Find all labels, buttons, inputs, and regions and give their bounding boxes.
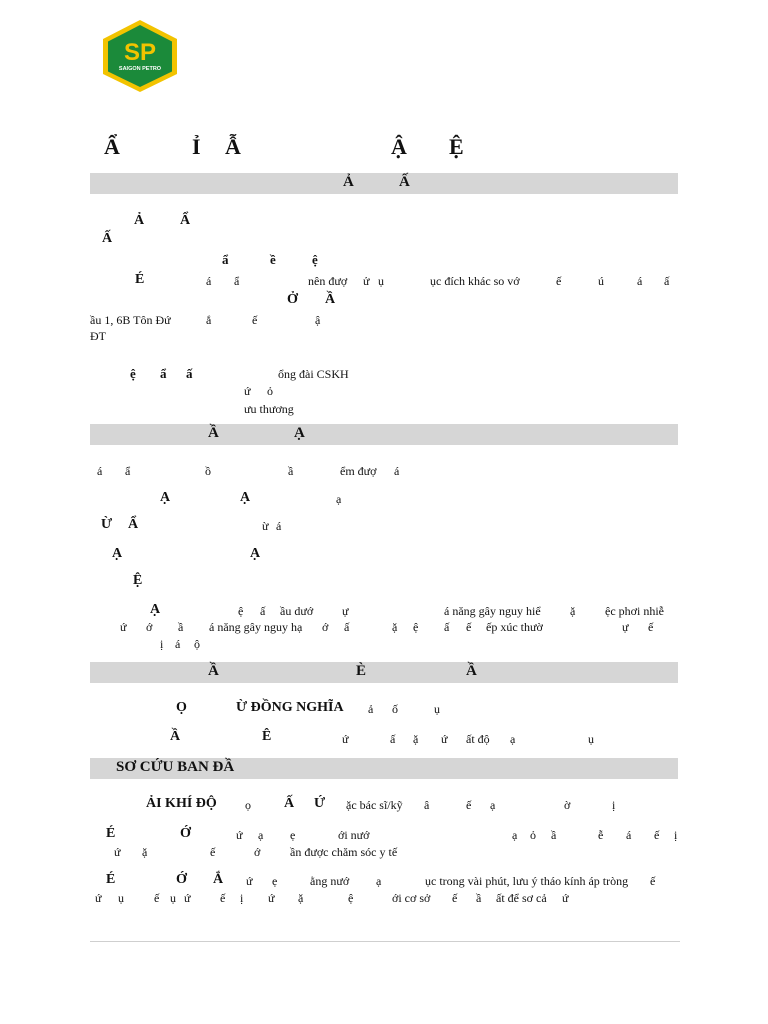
- doc-title-part-1: Ẩ: [104, 134, 120, 159]
- s2-l1-e: ểm đượ: [340, 464, 377, 478]
- s4-l2-c: ứ: [236, 828, 243, 842]
- s1-l8-c: ấ: [186, 366, 193, 381]
- s4-l2-j: ễ: [598, 828, 604, 842]
- s4-l5-h: ứ: [268, 891, 275, 905]
- s2-l8-c: ộ: [194, 637, 200, 651]
- s2-l1-a: á: [97, 464, 103, 478]
- s1-l7: ĐT: [90, 329, 106, 343]
- s2-l4-a: Ạ: [112, 546, 123, 561]
- s2-l7-k: ếp xúc thườ: [486, 620, 543, 634]
- s4-l2-h: ỏ: [530, 828, 536, 842]
- section-4-heading: SƠ CỨU BAN ĐẦ: [90, 758, 678, 779]
- s2-l1-f: á: [394, 464, 400, 478]
- s4-l1-a: ẢI KHÍ ĐỘ: [146, 796, 217, 811]
- s2-l7-a: ứ: [120, 620, 127, 634]
- company-logo: [100, 18, 180, 94]
- s4-l1-f: â: [424, 798, 430, 812]
- s4-l4-e: ẹ: [272, 874, 278, 888]
- s2-l5: Ệ: [133, 573, 143, 588]
- s4-l1-h: ạ: [490, 798, 496, 812]
- s1-l8-d: ổng đài CSKH: [278, 367, 349, 381]
- s2-l2-a: Ạ: [160, 490, 171, 505]
- s4-l1-c: Ấ: [284, 796, 295, 811]
- s2-l7-i: ấ: [444, 620, 450, 634]
- s1-l5-b: Ầ: [325, 292, 336, 307]
- section-2-heading: Ầ Ạ: [90, 424, 678, 445]
- s1-l9-a: ứ: [244, 384, 251, 398]
- s1-l4-g: ục đích khác so vớ: [430, 274, 520, 288]
- s3-l2-f: ứ: [441, 732, 448, 746]
- s4-l1-e: ặc bác sĩ/kỹ: [346, 798, 403, 812]
- s1-l4-f: ụ: [378, 274, 384, 288]
- s1-l3-b: ề: [270, 252, 276, 267]
- s1-l8-a: ệ: [130, 366, 136, 381]
- doc-title-part-2: Ỉ: [192, 134, 201, 159]
- logo-text: SP: [123, 39, 157, 66]
- s2-l7-b: ớ: [146, 620, 153, 634]
- s2-l6-h: ệc phơi nhiễ: [605, 604, 664, 618]
- s2-l7-h: ệ: [413, 620, 419, 634]
- s2-l8-a: ị: [160, 637, 164, 651]
- s2-l6-d: ầu dướ: [280, 604, 314, 618]
- s4-l2-i: ầ: [551, 828, 557, 842]
- s3-l1-b: Ừ ĐỒNG NGHĨA: [236, 700, 344, 715]
- s4-l5-c: ế: [154, 891, 160, 905]
- s2-l1-c: ồ: [205, 464, 211, 478]
- bottom-divider: [90, 941, 680, 942]
- s1-l8-b: ẩ: [160, 366, 167, 381]
- s2-l6-f: á năng gây nguy hiể: [444, 604, 541, 618]
- s1-l4-a: É: [135, 272, 145, 287]
- s2-l7-j: ế: [466, 620, 472, 634]
- s1-l9-b: ỏ: [267, 384, 273, 398]
- s1-l4-d: nên đượ: [308, 274, 348, 288]
- s4-l2-b: Ớ: [180, 826, 191, 841]
- s2-l4-b: Ạ: [250, 546, 261, 561]
- s4-l5-l: ế: [452, 891, 458, 905]
- s1-l5-a: Ở: [287, 292, 298, 307]
- s1-l10: ưu thương: [244, 402, 294, 416]
- s4-l5-f: ế: [220, 891, 226, 905]
- s4-l5-i: ặ: [298, 891, 304, 905]
- s4-l1-g: ế: [466, 798, 472, 812]
- s1-l4-k: ấ: [664, 274, 670, 288]
- s4-l3-c: ế: [210, 845, 216, 859]
- s2-l3-c: ừ: [262, 519, 269, 533]
- s2-l7-c: ầ: [178, 620, 184, 634]
- s2-l3-d: á: [276, 519, 282, 533]
- s2-l7-d: á năng gây nguy hạ: [209, 620, 303, 634]
- s2-l1-b: ẩ: [125, 464, 131, 478]
- s3-l1-a: Ọ: [176, 700, 187, 715]
- doc-title-part-3: Ẫ: [225, 134, 241, 159]
- hexagon-logo-icon: [100, 18, 180, 94]
- s3-l2-h: ạ: [510, 732, 516, 746]
- s1-l4-c: ẩ: [234, 274, 240, 288]
- section-1-heading: Ả Ấ: [90, 173, 678, 194]
- s4-l5-b: ụ: [118, 891, 124, 905]
- s1-l6-b: ắ: [206, 313, 212, 327]
- s3-l1-d: ố: [392, 702, 398, 716]
- s4-l2-g: ạ: [512, 828, 518, 842]
- s2-l3-b: Ẩ: [128, 517, 139, 532]
- s3-l2-i: ụ: [588, 732, 594, 746]
- s4-l2-d: ạ: [258, 828, 264, 842]
- s4-l2-a: É: [106, 826, 116, 841]
- s2-l2-c: ạ: [336, 492, 342, 506]
- s4-l3-e: ần được chăm sóc y tế: [290, 845, 398, 859]
- doc-title-part-5: Ệ: [449, 134, 464, 159]
- s2-l1-d: ầ: [288, 464, 294, 478]
- s2-l7-f: ấ: [344, 620, 350, 634]
- s2-l6-g: ặ: [570, 604, 576, 618]
- s3-l1-e: ụ: [434, 702, 440, 716]
- s1-l4-b: á: [206, 274, 212, 288]
- s4-l5-n: ất để sơ cả: [496, 891, 547, 905]
- s4-l2-f: ới nướ: [338, 828, 370, 842]
- s1-l4-h: ế: [556, 274, 562, 288]
- s2-l6-a: Ạ: [150, 602, 161, 617]
- s4-l1-b: ọ: [245, 798, 251, 812]
- s3-l2-e: ặ: [413, 732, 419, 746]
- s1-l2: Ấ: [102, 231, 113, 246]
- s1-l6-a: ầu 1, 6B Tôn Đứ: [90, 313, 171, 327]
- s1-l3-a: ẩ: [222, 252, 229, 267]
- s4-l4-f: ằng nướ: [310, 874, 350, 888]
- s4-l1-i: ờ: [564, 798, 571, 812]
- s2-l7-g: ặ: [392, 620, 398, 634]
- s4-l2-m: ị: [674, 828, 678, 842]
- s4-l4-h: ục trong vài phút, lưu ý tháo kính áp tròng: [425, 874, 629, 888]
- s4-l4-c: Ắ: [213, 872, 224, 887]
- s2-l7-e: ớ: [322, 620, 329, 634]
- s2-l6-c: ấ: [260, 604, 266, 618]
- s1-l3-c: ệ: [312, 252, 318, 267]
- s4-l5-a: ứ: [95, 891, 102, 905]
- s2-l8-b: á: [175, 637, 181, 651]
- s3-l2-b: Ê: [262, 729, 272, 744]
- s1-l4-e: ử: [363, 274, 370, 288]
- s4-l1-d: Ứ: [314, 796, 326, 811]
- s4-l2-l: ế: [654, 828, 660, 842]
- s4-l5-g: ị: [240, 891, 244, 905]
- s4-l4-a: É: [106, 872, 116, 887]
- s3-l1-c: ả: [368, 702, 374, 716]
- s1-l6-c: ế: [252, 313, 258, 327]
- s2-l7-l: ự: [622, 620, 629, 634]
- s4-l2-k: á: [626, 828, 632, 842]
- s4-l4-i: ế: [650, 874, 656, 888]
- s4-l4-g: ạ: [376, 874, 382, 888]
- doc-title-part-4: Ậ: [391, 134, 407, 159]
- s1-l4-j: á: [637, 274, 643, 288]
- section-3-heading: Ầ È Ầ: [90, 662, 678, 683]
- s4-l3-b: ặ: [142, 845, 148, 859]
- s2-l3-a: Ừ: [101, 517, 113, 532]
- s4-l4-d: ứ: [246, 874, 253, 888]
- s1-l6-d: ậ: [315, 313, 321, 327]
- s1-l4-i: ú: [598, 274, 604, 288]
- s4-l3-a: ứ: [114, 845, 121, 859]
- s2-l6-e: ự: [342, 604, 349, 618]
- s3-l2-c: ứ: [342, 732, 349, 746]
- s4-l2-e: ẹ: [290, 828, 296, 842]
- s4-l3-d: ớ: [254, 845, 261, 859]
- s4-l4-b: Ớ: [176, 872, 187, 887]
- s3-l2-g: ất độ: [466, 732, 490, 746]
- logo-subtext: SAIGON PETRO: [118, 66, 162, 72]
- s4-l1-j: ị: [612, 798, 616, 812]
- s4-l5-d: ụ: [170, 891, 176, 905]
- s2-l6-b: ệ: [238, 604, 244, 618]
- s4-l5-k: ới cơ sở: [392, 891, 431, 905]
- s2-l7-m: ế: [648, 620, 654, 634]
- s3-l2-d: ấ: [390, 732, 396, 746]
- s1-l1-b: Ẩ: [180, 213, 191, 228]
- s1-l1-a: Ả: [134, 213, 145, 228]
- s4-l5-j: ệ: [348, 891, 354, 905]
- s4-l5-o: ứ: [562, 891, 569, 905]
- s3-l2-a: Ầ: [170, 729, 181, 744]
- s2-l2-b: Ạ: [240, 490, 251, 505]
- s4-l5-e: ứ: [184, 891, 191, 905]
- s4-l5-m: ầ: [476, 891, 482, 905]
